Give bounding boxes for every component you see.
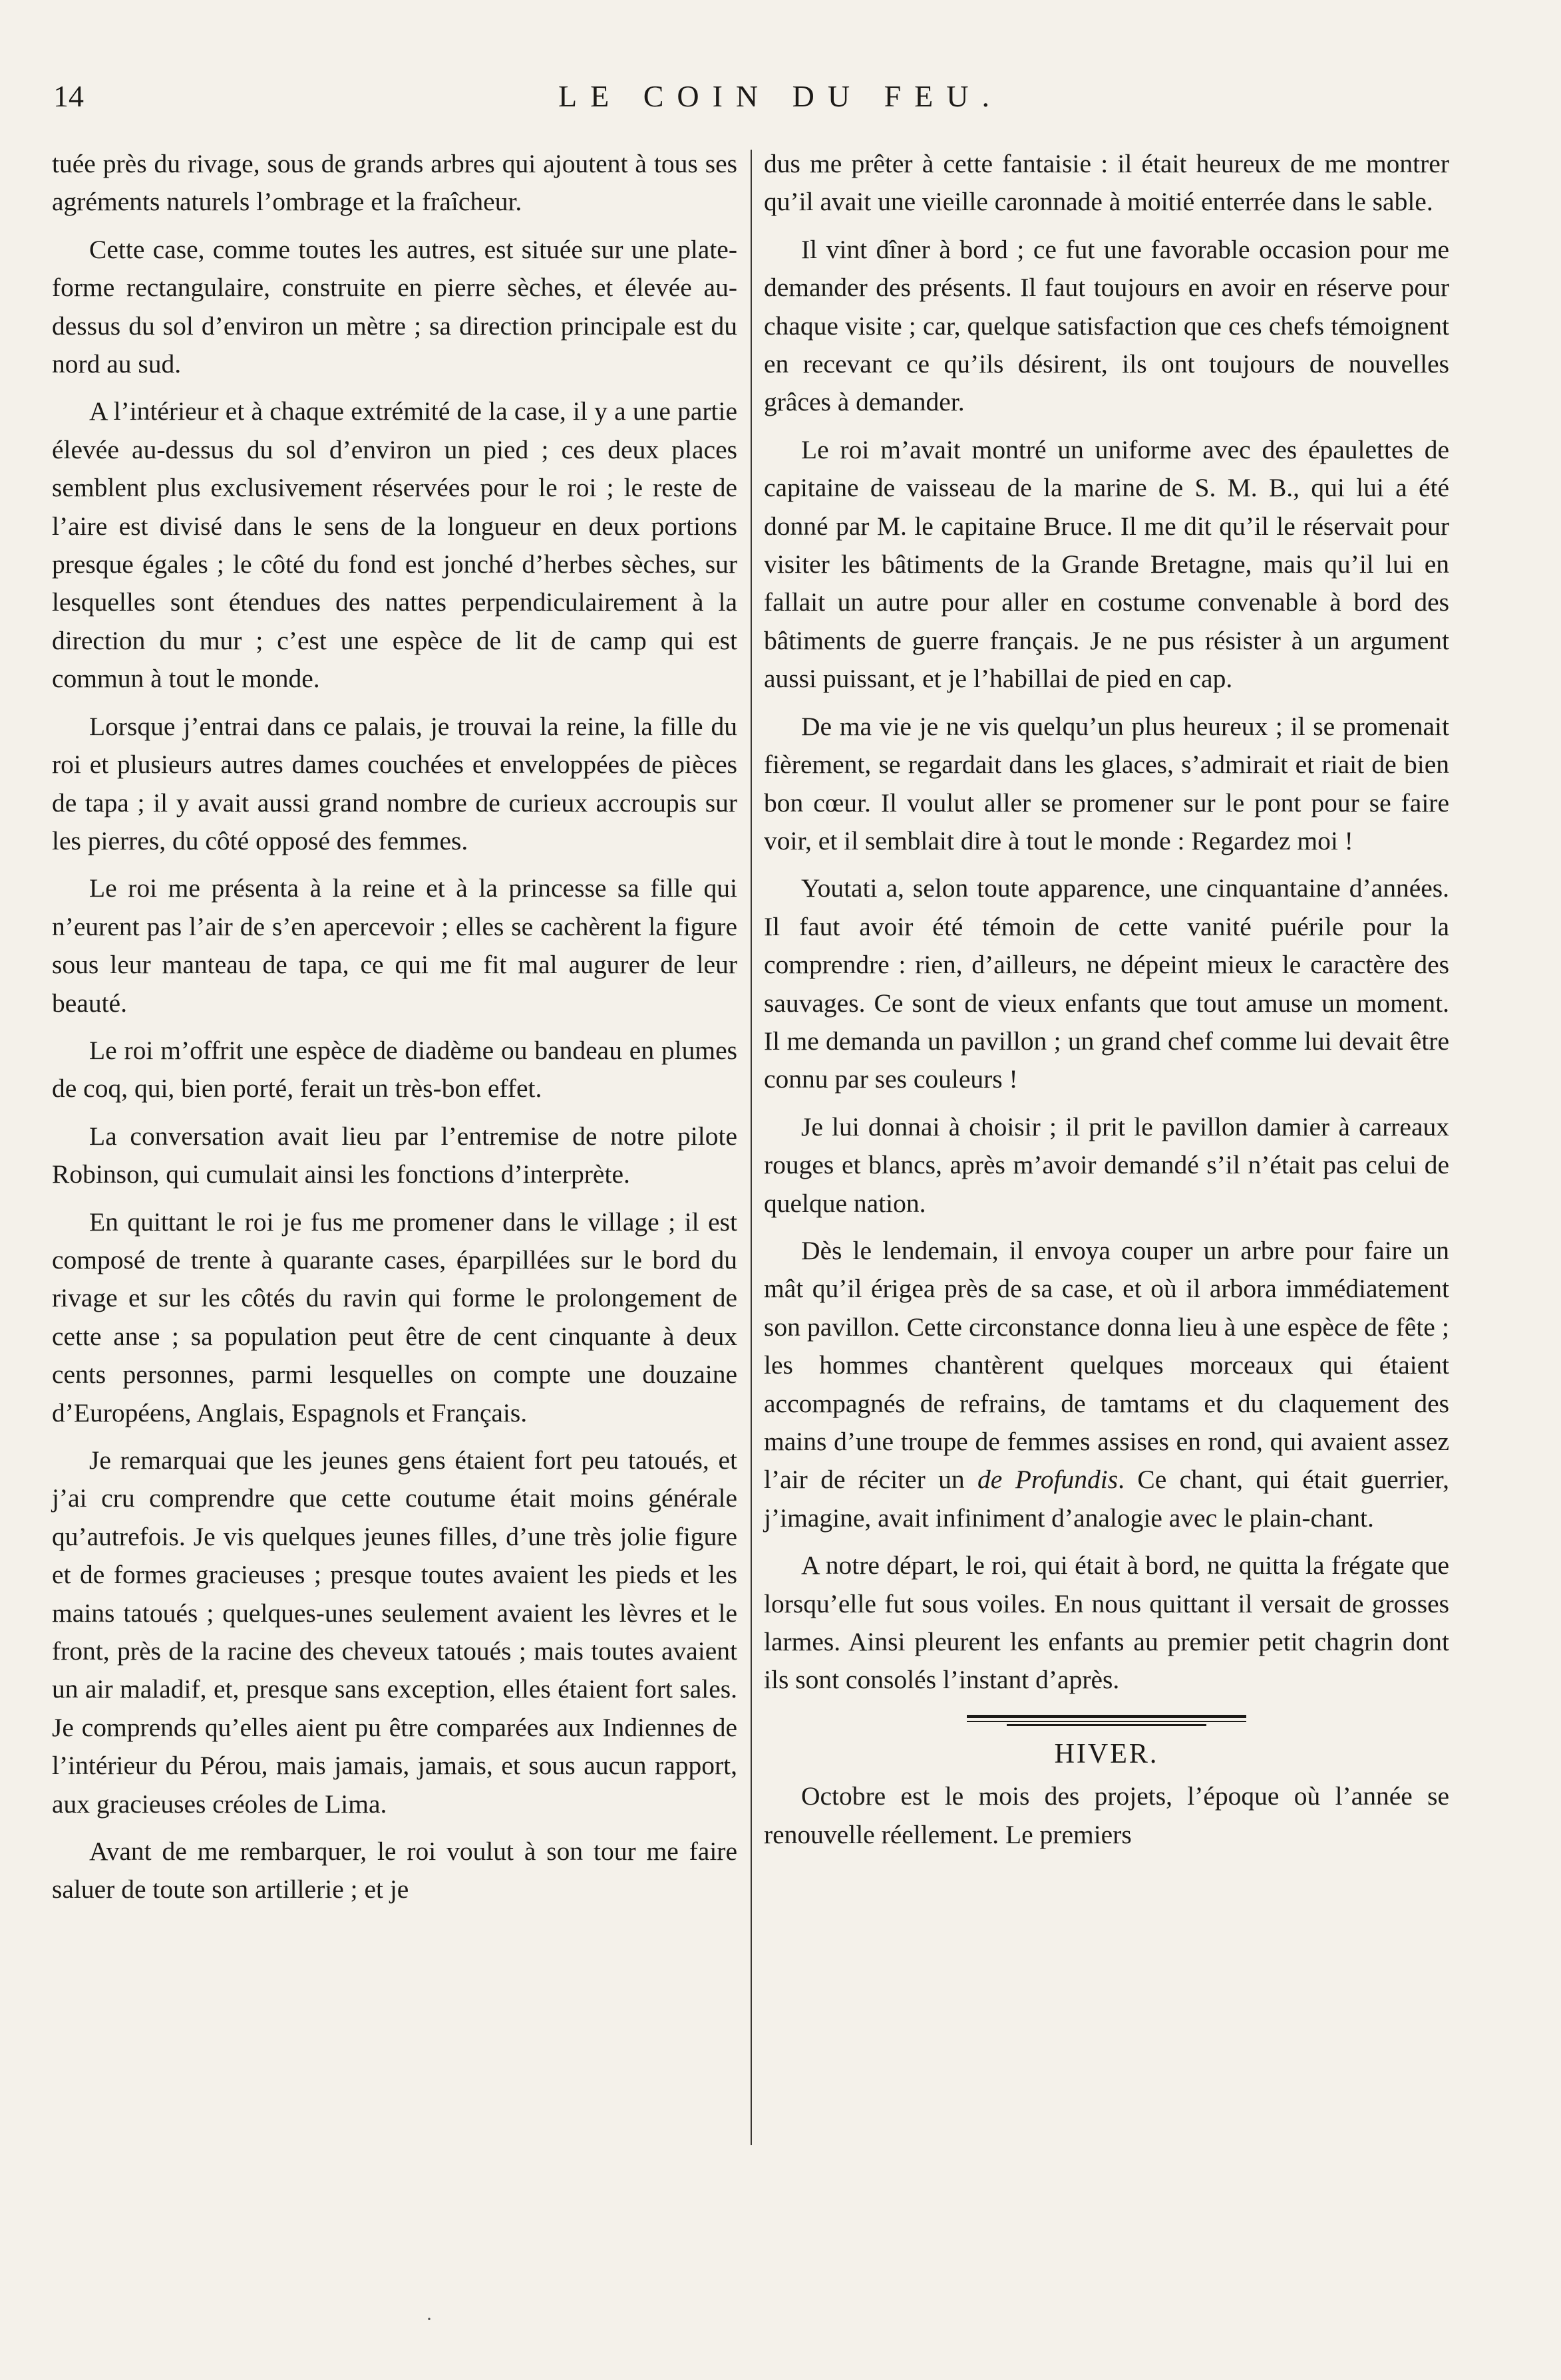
stray-mark: ·	[426, 2308, 433, 2330]
running-title: LE COIN DU FEU.	[558, 79, 1003, 113]
paragraph: Avant de me rembarquer, le roi voulut à son tour me faire saluer de toute son artillerie ; et je	[52, 1837, 737, 1904]
italic-phrase: de Profundis	[977, 1465, 1119, 1495]
paragraph: Cette case, comme toutes les autres, est située sur une plate-forme rectangulaire, construite en pierre sèches, et élevée au-dessus du sol d’environ un mètre ; sa direction principale est du nord au sud.	[52, 234, 737, 379]
ornamental-rule	[764, 1713, 1449, 1729]
text-run: Dès le lendemain, il envoya couper un arbre pour faire un mât qu’il érigea près de sa case, et où il arbora immédiatement son pavillon. Cette circonstance donna lieu à une espèce de fête ; les hommes chantèrent quelques morceaux qui étaient accompagnés de refrains, de tamtams et du claquement des mains d’une troupe de femmes assises en rond, qui avaient assez l’air de réciter un	[764, 1235, 1449, 1495]
paragraph: A l’intérieur et à chaque extrémité de la case, il y a une partie élevée au-dessus du sol d’environ un pied ; ces deux places semblent plus exclusivement réservées pour le roi ; le reste de l’aire est divisé dans le sens de la longueur en deux portions presque égales ; le côté du fond est jonché d’herbes sèches, sur lesquelles sont étendues des nattes perpendiculairement à la direction du mur ; c’est une espèce de lit de camp qui est commun à tout le monde.	[52, 396, 737, 694]
column-divider	[751, 150, 752, 2145]
page-header	[53, 78, 1508, 125]
paragraph: dus me prêter à cette fantaisie : il était heureux de me montrer qu’il avait une vieille caronnade à moitié enterrée dans le sable.	[764, 149, 1449, 217]
paragraph: Le roi m’avait montré un uniforme avec des épaulettes de capitaine de vaisseau de la marine de S. M. B., qui lui a été donné par M. le capitaine Bruce. Il me dit qu’il le réservait pour visiter les bâtiments de la Grande Bretagne, mais qu’il lui en fallait un autre pour aller en costume convenable à bord des bâtiments de guerre français. Je ne pus résister à un argument aussi puissant, et je l’habillai de pied en cap.	[764, 434, 1449, 694]
paragraph: Le roi m’offrit une espèce de diadème ou bandeau en plumes de coq, qui, bien porté, ferait un très-bon effet.	[52, 1035, 737, 1104]
paragraph: En quittant le roi je fus me promener dans le village ; il est composé de trente à quarante cases, éparpillées sur le bord du rivage et sur les côtés du ravin qui forme le prolongement de cette anse ; sa population peut être de cent cinquante à deux cents personnes, parmi lesquelles on compte une douzaine d’Européens, Anglais, Espagnols et Français.	[52, 1207, 737, 1427]
left-column	[52, 145, 737, 1918]
paragraph: De ma vie je ne vis quelqu’un plus heureux ; il se promenait fièrement, se regardait dans les glaces, s’admirait et riait de bien bon cœur. Il voulut aller se promener sur le pont pour se faire voir, et il semblait dire à tout le monde : Regardez moi !	[764, 711, 1449, 855]
paragraph: Youtati a, selon toute apparence, une cinquantaine d’années. Il faut avoir été témoin de cette vanité puérile pour la comprendre : rien, d’ailleurs, ne dépeint mieux le caractère des sauvages. Ce sont de vieux enfants que tout amuse un moment. Il me demanda un pavillon ; un grand chef comme lui devait être connu par ses couleurs !	[764, 873, 1449, 1094]
paragraph: A notre départ, le roi, qui était à bord, ne quitta la frégate que lorsqu’elle fut sous voiles. En nous quittant il versait de grosses larmes. Ainsi pleurent les enfants au premier petit chagrin dont ils sont consolés l’instant d’après.	[764, 1551, 1449, 1695]
paragraph: La conversation avait lieu par l’entremise de notre pilote Robinson, qui cumulait ainsi les fonctions d’interprète.	[52, 1121, 737, 1189]
paragraph: Il vint dîner à bord ; ce fut une favorable occasion pour me demander des présents. Il faut toujours en avoir en réserve pour chaque visite ; car, quelque satisfaction que ces chefs témoignent en recevant ce qu’ils désirent, ils ont toujours de nouvelles grâces à demander.	[764, 234, 1449, 417]
paragraph: Octobre est le mois des projets, l’époque où l’année se renouvelle réellement. Le premiers	[764, 1781, 1449, 1849]
paragraph: tuée près du rivage, sous de grands arbres qui ajoutent à tous ses agréments naturels l’ombrage et la fraîcheur.	[52, 149, 737, 217]
paragraph: Lorsque j’entrai dans ce palais, je trouvai la reine, la fille du roi et plusieurs autres dames couchées et enveloppées de pièces de tapa ; il y avait aussi grand nombre de curieux accroupis sur les pierres, du côté opposé des femmes.	[52, 711, 737, 855]
paragraph: Je remarquai que les jeunes gens étaient fort peu tatoués, et j’ai cru comprendre que cette coutume était moins générale qu’autrefois. Je vis quelques jeunes filles, d’une très jolie figure et de formes gracieuses ; presque toutes avaient les pieds et les mains tatoués ; quelques-unes seulement avaient les lèvres et le front, près de la racine des cheveux tatoués ; mais toutes avaient un air maladif, et, presque sans exception, elles étaient fort sales. Je comprends qu’elles aient pu être comparées aux Indiennes de l’intérieur du Pérou, mais jamais, jamais, et sous aucun rapport, aux gracieuses créoles de Lima.	[52, 1445, 737, 1819]
paragraph	[764, 1232, 1449, 1537]
paragraph: Je lui donnai à choisir ; il prit le pavillon damier à carreaux rouges et blancs, après m’avoir demandé s’il n’était pas celui de quelque nation.	[764, 1112, 1449, 1218]
page-number: 14	[53, 79, 84, 113]
right-column	[764, 145, 1449, 1863]
text-run: . Ce chant, qui était guerrier, j’imagine, avait infiniment d’analogie avec le plain-chant.	[764, 1465, 1449, 1533]
paragraph: Le roi me présenta à la reine et à la princesse sa fille qui n’eurent pas l’air de s’en apercevoir ; elles se cachèrent la figure sous leur manteau de tapa, ce qui me fit mal augurer de leur beauté.	[52, 873, 737, 1018]
section-title: HIVER.	[1054, 1738, 1159, 1769]
